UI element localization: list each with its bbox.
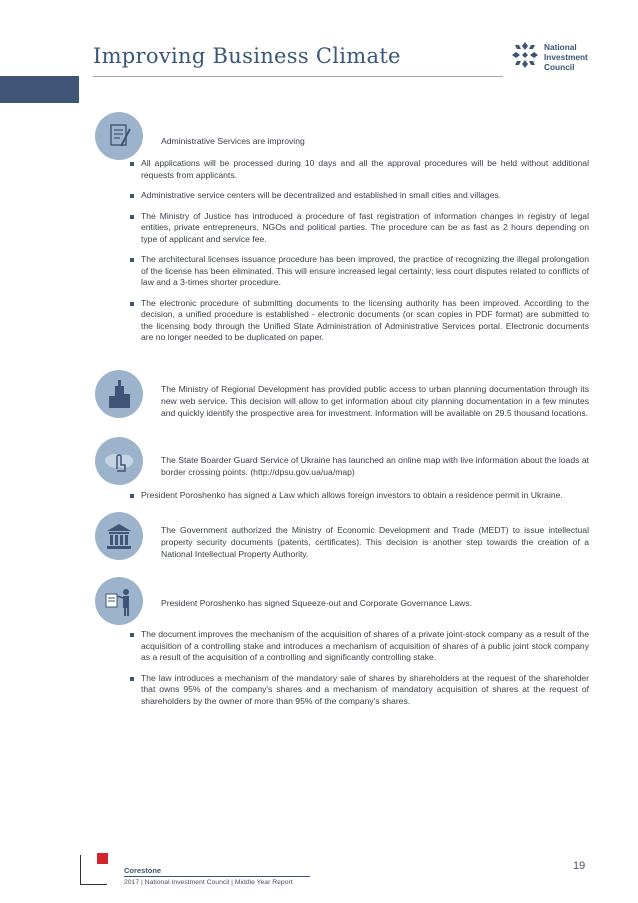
map-touch-icon — [95, 437, 143, 485]
footer-subtitle: 2017 | National Investment Council | Middle Year Report — [124, 879, 293, 886]
list-item: The Ministry of Justice has introduced a procedure of fast registration of information changes in registry of legal entities, private entrepreneurs, NGOs and political parties. The procedure can be as fast as 2 hours depending on type of applicant and service fee. — [130, 211, 589, 246]
title-divider — [93, 76, 503, 77]
nic-logo-icon — [510, 40, 540, 70]
admin-intro: Administrative Services are improving — [161, 136, 305, 146]
footer-divider — [124, 876, 310, 877]
logo-line-1: National — [544, 42, 577, 52]
squeeze-intro: President Poroshenko has signed Squeeze-out and Corporate Governance Laws. — [161, 598, 473, 608]
list-item: The electronic procedure of submitting documents to the licensing authority has been improved. According to the decision, a unified procedure is established - electronic documents (or scan copies in PDF format) are submitted to the licensing body through the Unified State Administration of Administrative Services portal. Electronic documents are no longer needed to be duplicated on paper. — [130, 298, 589, 344]
logo-line-3: Council — [544, 62, 575, 72]
ip-intro: The Government authorized the Ministry of Economic Development and Trade (MEDT) to issue intellectual property security documents (patents, certificates). This decision is another step towards the creation of a National Intellectual Property Authority. — [161, 525, 589, 559]
government-building-icon — [95, 512, 143, 560]
list-item: The architectural licenses issuance procedure has been improved, the practice of recognizing the illegal prolongation of the license has been eliminated. This will ensure increased legal certainty; less court disputes related to conflicts of law and a 3-times shorter procedure. — [130, 254, 589, 289]
border-bullet-list — [130, 490, 589, 511]
admin-bullet-list — [130, 158, 589, 353]
squeeze-bullet-list — [130, 629, 589, 716]
list-item: All applications will be processed during 10 days and all the approval procedures will be held without additional requests from applicants. — [130, 158, 589, 181]
page-title: Improving Business Climate — [93, 44, 401, 68]
regional-intro: The Ministry of Regional Development has provided public access to urban planning documentation through its new web service. This decision will allow to get information about city planning documentation in a few minutes and quickly identify the prospective area for investment. Information will be available on 29.5 thousand locations. — [161, 384, 589, 418]
footer-brand: Corestone — [124, 866, 162, 875]
list-item: The document improves the mechanism of the acquisition of shares of a private joint-stock company as a result of the acquisition of a controlling stake and introduces a mechanism of acquisition of shares of a public joint stock company as a result of the acquisition of a controlling and significantly controlling stake. — [130, 629, 589, 664]
logo-text — [544, 42, 588, 72]
footer-red-square — [97, 853, 108, 864]
presenter-board-icon — [95, 577, 143, 625]
list-item: The law introduces a mechanism of the mandatory sale of shares by shareholders at the request of the shareholder that owns 95% of the company's shares and a mechanism of mandatory acquisition of shares at the request of shareholders by the owner of more than 95% of the company's shares. — [130, 673, 589, 708]
page-number: 19 — [573, 860, 586, 872]
city-building-icon — [95, 370, 143, 418]
side-accent-block — [0, 76, 79, 103]
document-pen-icon — [95, 112, 143, 160]
logo-line-2: Investment — [544, 52, 588, 62]
border-intro: The State Boarder Guard Service of Ukraine has launched an online map with live information about the loads at border crossing points. (http://dpsu.gov.ua/ua/map) — [161, 455, 589, 477]
list-item: President Poroshenko has signed a Law which allows foreign investors to obtain a residence permit in Ukraine. — [130, 490, 589, 502]
list-item: Administrative service centers will be decentralized and established in small cities and villages. — [130, 190, 589, 202]
